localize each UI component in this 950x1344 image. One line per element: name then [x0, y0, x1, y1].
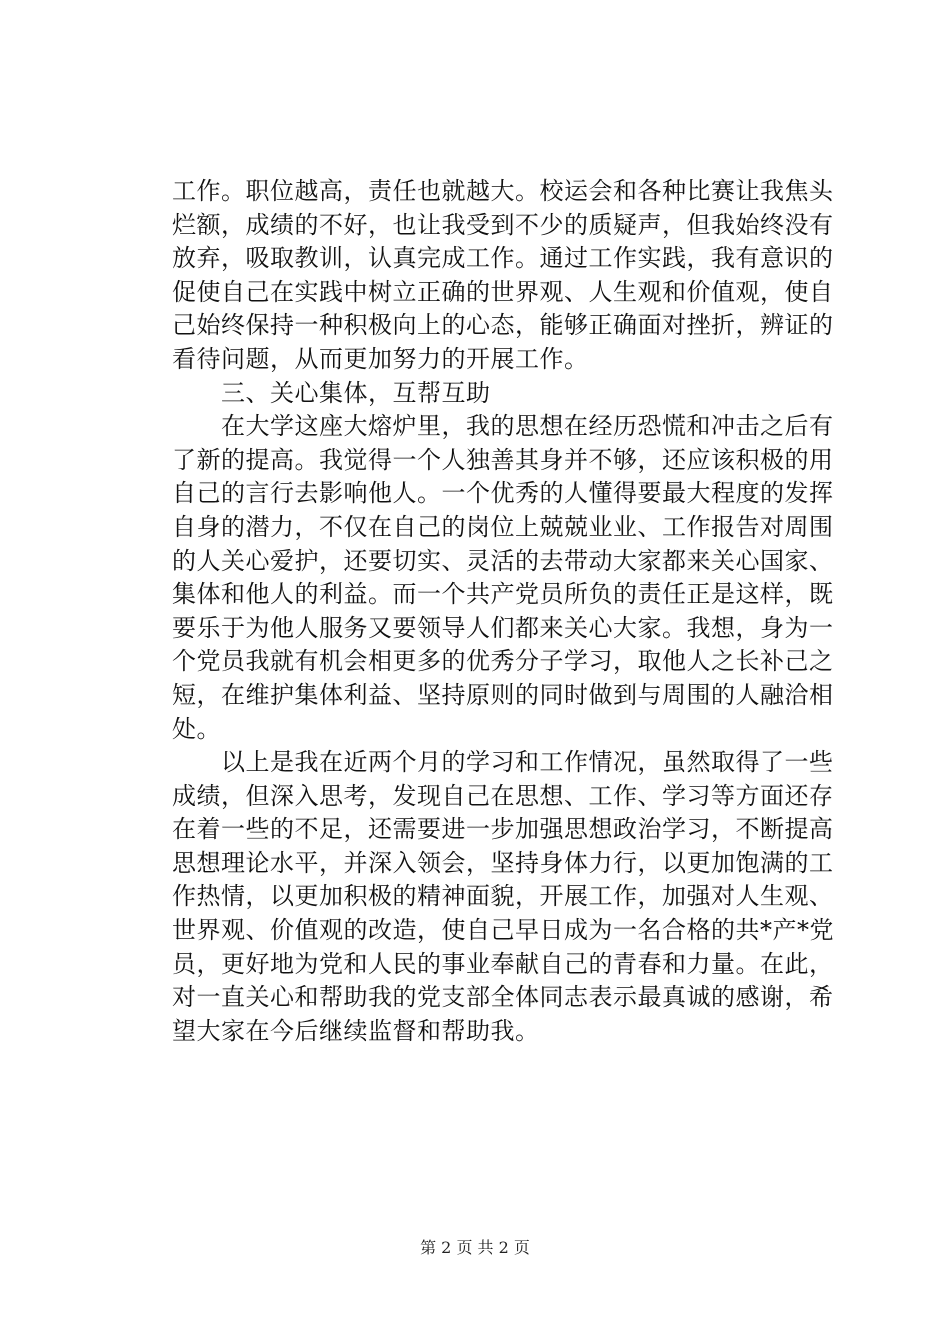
- text-line: 在着一些的不足，还需要进一步加强思想政治学习，不断提高: [172, 815, 834, 844]
- page-footer: 第 2 页 共 2 页: [420, 1238, 530, 1257]
- text-line: 促使自己在实践中树立正确的世界观、人生观和价值观，使自: [172, 277, 834, 306]
- text-line: 在大学这座大熔炉里，我的思想在经历恐慌和冲击之后有: [172, 412, 834, 441]
- text-line: 短，在维护集体利益、坚持原则的同时做到与周围的人融洽相: [172, 680, 834, 709]
- text-line: 的人关心爱护，还要切实、灵活的去带动大家都来关心国家、: [172, 546, 834, 575]
- section-heading: 三、关心集体，互帮互助: [172, 378, 491, 407]
- text-line: 了新的提高。我觉得一个人独善其身并不够，还应该积极的用: [172, 445, 834, 474]
- text-line: 员，更好地为党和人民的事业奉献自己的青春和力量。在此，: [172, 949, 834, 978]
- text-line: 世界观、价值观的改造，使自己早日成为一名合格的共*产*党: [172, 916, 834, 945]
- text-line: 烂额，成绩的不好，也让我受到不少的质疑声，但我始终没有: [172, 210, 834, 239]
- text-line: 以上是我在近两个月的学习和工作情况，虽然取得了一些: [172, 748, 834, 777]
- text-line: 望大家在今后继续监督和帮助我。: [172, 1016, 540, 1045]
- text-line: 个党员我就有机会相更多的优秀分子学习，取他人之长补己之: [172, 647, 834, 676]
- text-line: 看待问题，从而更加努力的开展工作。: [172, 344, 589, 373]
- text-line: 自己的言行去影响他人。一个优秀的人懂得要最大程度的发挥: [172, 479, 834, 508]
- text-line: 思想理论水平，并深入领会，坚持身体力行，以更加饱满的工: [172, 848, 834, 877]
- text-line: 成绩，但深入思考，发现自己在思想、工作、学习等方面还存: [172, 781, 834, 810]
- text-line: 对一直关心和帮助我的党支部全体同志表示最真诚的感谢，希: [172, 983, 834, 1012]
- text-line: 己始终保持一种积极向上的心态，能够正确面对挫折，辨证的: [172, 311, 834, 340]
- text-line: 集体和他人的利益。而一个共产党员所负的责任正是这样，既: [172, 580, 834, 609]
- text-line: 放弃，吸取教训，认真完成工作。通过工作实践，我有意识的: [172, 244, 834, 273]
- text-line: 处。: [172, 714, 221, 743]
- text-line: 工作。职位越高，责任也就越大。校运会和各种比赛让我焦头: [172, 177, 834, 205]
- text-line: 作热情，以更加积极的精神面貌，开展工作，加强对人生观、: [172, 882, 834, 911]
- text-line: 自身的潜力，不仅在自己的岗位上兢兢业业、工作报告对周围: [172, 512, 834, 541]
- body-text: [172, 175, 832, 1048]
- text-line: 要乐于为他人服务又要领导人们都来关心大家。我想，身为一: [172, 613, 834, 642]
